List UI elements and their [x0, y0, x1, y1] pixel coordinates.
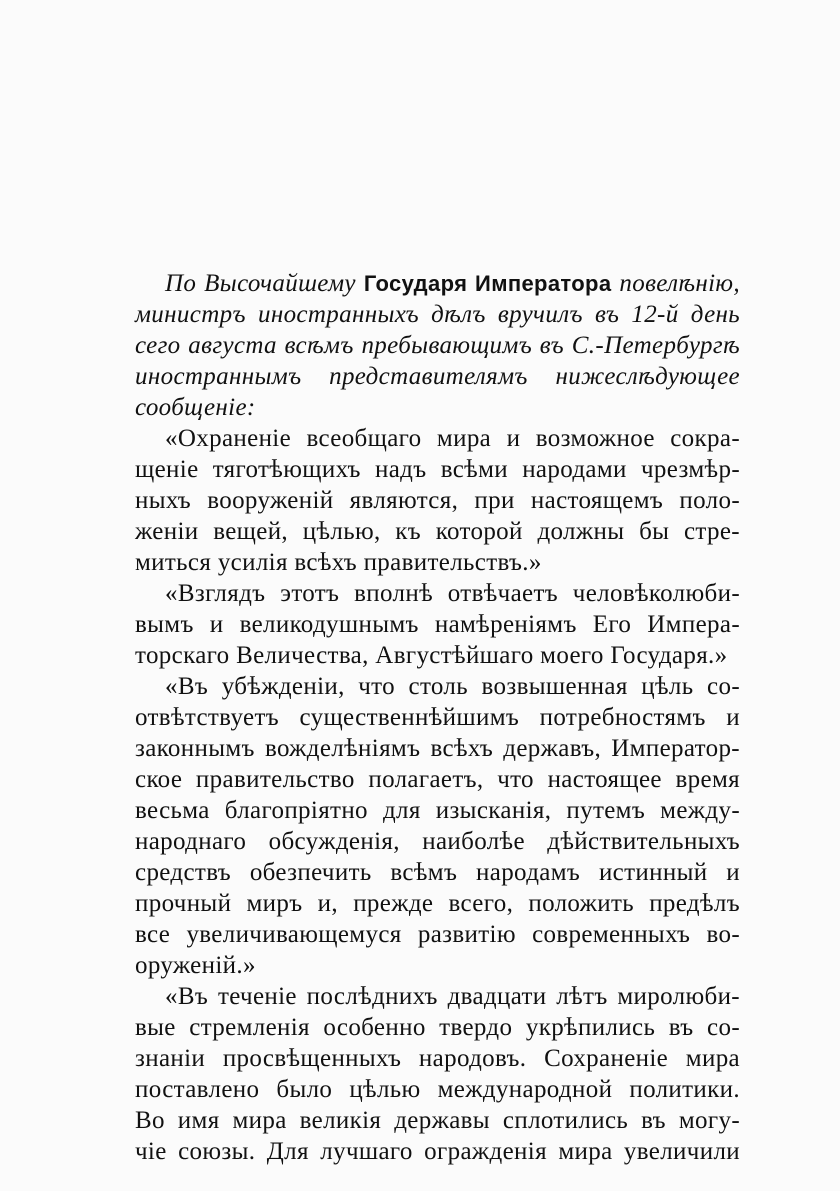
text-block	[135, 268, 740, 1167]
text-line: знаніи просвѣщенныхъ народовъ. Сохраненіе мира	[135, 1045, 740, 1072]
text-line: отвѣтствуетъ существеннѣйшимъ потребностямъ и	[135, 704, 740, 731]
intro-line: иностраннымъ представителямъ нижеслѣдующее	[135, 363, 740, 390]
text-line: женіи вещей, цѣлью, къ которой должны бы стре-	[135, 518, 740, 545]
intro-line: сего августа всѣмъ пребывающимъ въ С.-Петербургѣ	[135, 332, 740, 359]
intro-text: По Высочайшему	[165, 270, 356, 297]
intro-text: повелѣнію,	[619, 270, 741, 297]
paragraph-view-of-emperor	[135, 578, 740, 671]
text-line: прочный миръ и, прежде всего, положить предѣлъ	[135, 890, 740, 917]
text-line: народнаго обсужденія, наиболѣе дѣйствительныхъ	[135, 828, 740, 855]
intro-paragraph	[135, 268, 740, 423]
emperor-title: Государя Императора	[363, 271, 612, 296]
text-line: щеніе тяготѣющихъ надъ всѣми народами чрезмѣр-	[135, 456, 740, 483]
intro-line: министръ иностранныхъ дѣлъ вручилъ въ 12-й день	[135, 301, 740, 328]
text-line: миться усилія всѣхъ правительствъ.»	[135, 549, 542, 576]
text-line: «Въ теченіе послѣднихъ двадцати лѣтъ миролюби-	[165, 983, 740, 1010]
intro-line	[135, 268, 740, 299]
text-line: законнымъ вожделѣніямъ всѣхъ державъ, Император-	[135, 735, 740, 762]
text-line: «Въ убѣжденіи, что столь возвышенная цѣль со-	[165, 673, 740, 700]
text-line: «Взглядъ этотъ вполнѣ отвѣчаетъ человѣколюби-	[165, 580, 740, 607]
text-line: оруженій.»	[135, 952, 256, 979]
intro-line: сообщеніе:	[135, 394, 256, 421]
paragraph-last-twenty-years	[135, 981, 740, 1167]
text-line: поставлено было цѣлью международной политики.	[135, 1076, 740, 1103]
text-line: ское правительство полагаетъ, что настоящее время	[135, 766, 740, 793]
paragraph-conviction	[135, 671, 740, 981]
text-line: Во имя мира великія державы сплотились въ могу-	[135, 1107, 740, 1134]
text-line: весьма благопріятно для изысканія, путемъ между-	[135, 797, 740, 824]
text-line: средствъ обезпечить всѣмъ народамъ истинный и	[135, 859, 740, 886]
text-line: торскаго Величества, Августѣйшаго моего Государя.»	[135, 642, 728, 669]
paragraph-preservation-of-peace	[135, 423, 740, 578]
text-line: все увеличивающемуся развитію современныхъ во-	[135, 921, 740, 948]
text-line: «Охраненіе всеобщаго мира и возможное сокра-	[165, 425, 740, 452]
text-line: чіе союзы. Для лучшаго огражденія мира увеличили	[135, 1138, 740, 1165]
text-line: ныхъ вооруженій являются, при настоящемъ поло-	[135, 487, 740, 514]
text-line: вые стремленія особенно твердо укрѣпились въ со-	[135, 1014, 740, 1041]
text-line: вымъ и великодушнымъ намѣреніямъ Его Импера-	[135, 611, 740, 638]
